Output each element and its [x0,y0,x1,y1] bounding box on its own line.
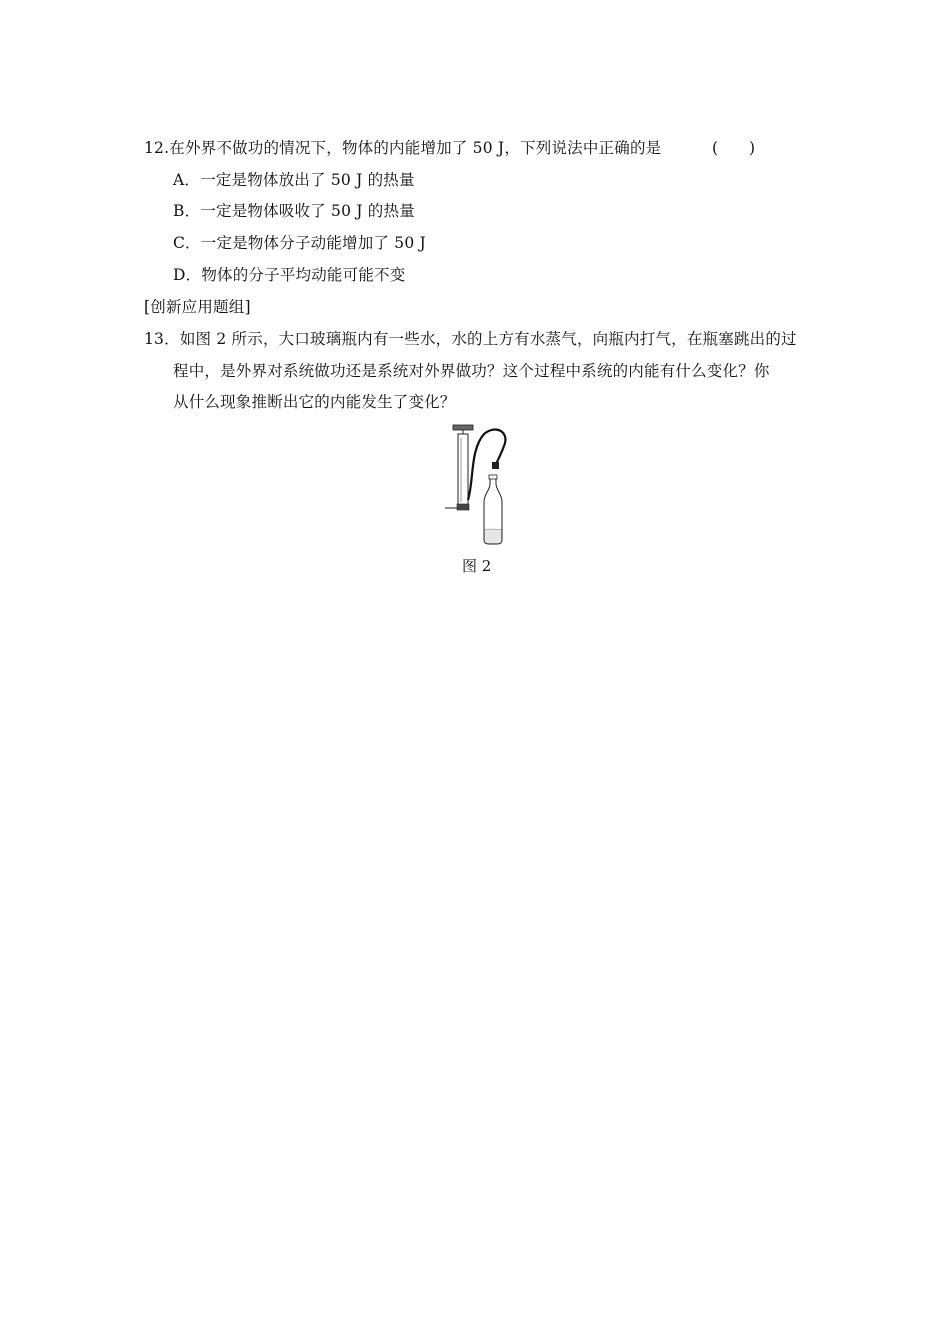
bottle-stopper [489,475,497,479]
figure-caption: 图 2 [462,557,492,575]
option-a: A．一定是物体放出了 50 J 的热量 [173,171,415,189]
option-b: B．一定是物体吸收了 50 J 的热量 [173,202,415,220]
pump-handle [453,425,473,430]
hose-nozzle [492,462,499,469]
section-title: [创新应用题组] [144,298,251,316]
option-d: D．物体的分子平均动能可能不变 [173,266,406,284]
pump-base [457,504,469,510]
bottle-water [485,529,502,544]
question-13-line-2: 程中，是外界对系统做功还是系统对外界做功？这个过程中系统的内能有什么变化？你 [173,362,770,380]
question-13-line-1: 13．如图 2 所示，大口玻璃瓶内有一些水，水的上方有水蒸气，向瓶内打气，在瓶塞跳出的过 [144,330,797,348]
question-12-stem: 12.在外界不做功的情况下，物体的内能增加了 50 J，下列说法中正确的是 [144,139,662,157]
answer-blank: ( ) [712,139,756,157]
pump-hose [468,430,505,500]
question-13-line-3: 从什么现象推断出它的内能发生了变化？ [173,393,456,411]
option-c: C．一定是物体分子动能增加了 50 J [173,234,426,252]
pump-and-bottle-figure [440,420,520,550]
pump-barrel [458,434,468,506]
